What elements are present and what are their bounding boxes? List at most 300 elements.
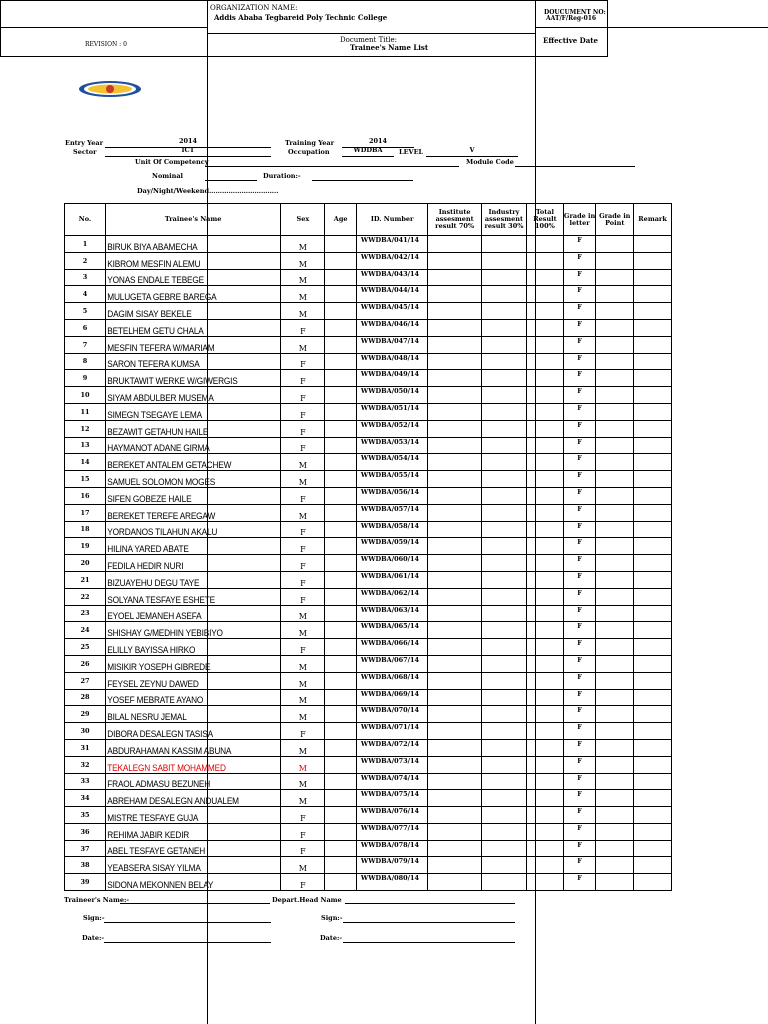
trainee-sex: F [281, 403, 325, 420]
grade-point [596, 387, 634, 404]
trainee-name: ABREHAM DESALEGN ANDUALEM [105, 790, 266, 807]
grade-letter: F [563, 471, 596, 488]
col-grade-letter: Grade in letter [563, 204, 596, 236]
trainee-id: WWDBA/056/14 [356, 487, 427, 504]
institute-result [428, 622, 482, 639]
trainee-name: SHISHAY G/MEDHIN YEBIBIYO [105, 622, 266, 639]
institute-result [428, 605, 482, 622]
table-row [65, 387, 672, 404]
table-row [65, 471, 672, 488]
grade-letter: F [563, 756, 596, 773]
trainee-age [325, 387, 357, 404]
revision: REVISION : 0 [85, 41, 127, 48]
industry-result [481, 840, 526, 857]
grade-point [596, 336, 634, 353]
trainee-name: HILINA YARED ABATE [105, 538, 266, 555]
row-no: 28 [65, 689, 106, 706]
trainee-id: WWDBA/062/14 [356, 588, 427, 605]
occupation-label: Occupation [288, 148, 330, 156]
trainee-age [325, 521, 357, 538]
grade-point [596, 319, 634, 336]
trainee-sex: M [281, 336, 325, 353]
remark [634, 605, 672, 622]
grade-point [596, 471, 634, 488]
document-header [0, 0, 608, 57]
remark [634, 773, 672, 790]
trainee-id: WWDBA/077/14 [356, 823, 427, 840]
trainee-sex: F [281, 588, 325, 605]
trainee-age [325, 370, 357, 387]
institute-result [428, 571, 482, 588]
trainee-name: SOLYANA TESFAYE ESHETE [105, 588, 266, 605]
trainee-sex: M [281, 739, 325, 756]
trainee-name: DAGIM SISAY BEKELE [105, 303, 266, 320]
table-row [65, 403, 672, 420]
occupation-value: WDDBA [353, 146, 383, 154]
remark [634, 370, 672, 387]
trainee-id: WWDBA/074/14 [356, 773, 427, 790]
industry-result [481, 269, 526, 286]
grade-letter: F [563, 588, 596, 605]
industry-result [481, 773, 526, 790]
doc-no-label: DOUCUMENT NO: [544, 9, 606, 16]
grade-letter: F [563, 420, 596, 437]
trainee-age [325, 236, 357, 253]
grade-letter: F [563, 387, 596, 404]
grade-point [596, 538, 634, 555]
table-row [65, 319, 672, 336]
trainee-id: WWDBA/042/14 [356, 252, 427, 269]
date-label-right: Date:- [320, 934, 343, 942]
entry-year-value: 2014 [178, 137, 198, 145]
trainee-sex: M [281, 773, 325, 790]
grade-letter: F [563, 639, 596, 656]
remark [634, 471, 672, 488]
remark [634, 521, 672, 538]
institute-result [428, 756, 482, 773]
trainee-age [325, 437, 357, 454]
row-no: 36 [65, 823, 106, 840]
sector-label: Sector [73, 148, 97, 156]
grade-letter: F [563, 252, 596, 269]
table-row [65, 420, 672, 437]
trainee-sex: M [281, 622, 325, 639]
trainee-id: WWDBA/055/14 [356, 471, 427, 488]
remark [634, 672, 672, 689]
remark [634, 571, 672, 588]
org-label: ORGANIZATION NAME: [210, 4, 298, 12]
industry-result [481, 387, 526, 404]
grade-letter: F [563, 840, 596, 857]
trainee-name: YONAS ENDALE TEBEGE [105, 269, 266, 286]
trainee-sex: F [281, 420, 325, 437]
trainee-age [325, 706, 357, 723]
remark [634, 252, 672, 269]
industry-result [481, 555, 526, 572]
remark [634, 790, 672, 807]
remark [634, 269, 672, 286]
trainee-name: SAMUEL SOLOMON MOGES [105, 471, 266, 488]
institute-result [428, 454, 482, 471]
table-row [65, 672, 672, 689]
grade-point [596, 286, 634, 303]
trainee-age [325, 756, 357, 773]
total-result [527, 790, 564, 807]
trainee-name: EYOEL JEMANEH ASEFA [105, 605, 266, 622]
trainee-sex: M [281, 672, 325, 689]
institute-result [428, 739, 482, 756]
total-result [527, 706, 564, 723]
trainee-name: MISTRE TESFAYE GUJA [105, 807, 266, 824]
table-row [65, 353, 672, 370]
trainee-sex: M [281, 454, 325, 471]
row-no: 21 [65, 571, 106, 588]
trainee-age [325, 622, 357, 639]
trainee-name: HAYMANOT ADANE GIRMA [105, 437, 266, 454]
industry-result [481, 706, 526, 723]
trainee-name: REHIMA JABIR KEDIR [105, 823, 266, 840]
trainee-id: WWDBA/071/14 [356, 723, 427, 740]
grade-letter: F [563, 672, 596, 689]
trainee-sex: F [281, 555, 325, 572]
trainee-id: WWDBA/069/14 [356, 689, 427, 706]
table-row [65, 823, 672, 840]
total-result [527, 286, 564, 303]
industry-result [481, 739, 526, 756]
remark [634, 756, 672, 773]
trainee-age [325, 807, 357, 824]
trainee-name: ABDURAHAMAN KASSIM ABUNA [105, 739, 266, 756]
trainee-name: FEDILA HEDIR NURI [105, 555, 266, 572]
row-no: 14 [65, 454, 106, 471]
grade-letter: F [563, 773, 596, 790]
remark [634, 286, 672, 303]
col-sex: Sex [281, 204, 325, 236]
total-result [527, 773, 564, 790]
industry-result [481, 252, 526, 269]
trainee-sex: F [281, 521, 325, 538]
row-no: 20 [65, 555, 106, 572]
table-row [65, 706, 672, 723]
trainee-age [325, 874, 357, 891]
remark [634, 387, 672, 404]
grade-letter: F [563, 236, 596, 253]
row-no: 4 [65, 286, 106, 303]
trainee-age [325, 823, 357, 840]
table-row [65, 723, 672, 740]
grade-letter: F [563, 437, 596, 454]
trainee-age [325, 840, 357, 857]
row-no: 38 [65, 857, 106, 874]
grade-point [596, 823, 634, 840]
trainee-id: WWDBA/075/14 [356, 790, 427, 807]
institute-result [428, 790, 482, 807]
total-result [527, 336, 564, 353]
institute-result [428, 269, 482, 286]
total-result [527, 823, 564, 840]
remark [634, 739, 672, 756]
grade-letter: F [563, 555, 596, 572]
sign-label-right: Sign:- [321, 914, 343, 922]
institute-result [428, 689, 482, 706]
grade-letter: F [563, 605, 596, 622]
trainee-age [325, 420, 357, 437]
remark [634, 504, 672, 521]
grade-point [596, 672, 634, 689]
trainee-age [325, 739, 357, 756]
grade-point [596, 655, 634, 672]
total-result [527, 723, 564, 740]
remark [634, 655, 672, 672]
remark [634, 420, 672, 437]
grade-letter: F [563, 874, 596, 891]
institute-result [428, 588, 482, 605]
trainee-age [325, 689, 357, 706]
institute-result [428, 403, 482, 420]
training-year-value: 2014 [368, 137, 388, 145]
industry-result [481, 336, 526, 353]
trainee-sex: M [281, 303, 325, 320]
trainee-name: YEABSERA SISAY YILMA [105, 857, 266, 874]
grade-point [596, 857, 634, 874]
grade-letter: F [563, 403, 596, 420]
trainee-name: BETELHEM GETU CHALA [105, 319, 266, 336]
row-no: 30 [65, 723, 106, 740]
table-row [65, 303, 672, 320]
trainee-name: FEYSEL ZEYNU DAWED [105, 672, 266, 689]
grade-letter: F [563, 336, 596, 353]
table-row [65, 605, 672, 622]
industry-result [481, 303, 526, 320]
trainee-sex: F [281, 538, 325, 555]
grade-letter: F [563, 857, 596, 874]
trainee-age [325, 790, 357, 807]
total-result [527, 622, 564, 639]
total-result [527, 739, 564, 756]
trainee-age [325, 655, 357, 672]
trainee-age [325, 571, 357, 588]
remark [634, 538, 672, 555]
row-no: 12 [65, 420, 106, 437]
trainee-id: WWDBA/057/14 [356, 504, 427, 521]
doc-title: Trainee's Name List [350, 43, 429, 52]
grade-letter: F [563, 487, 596, 504]
trainee-id: WWDBA/065/14 [356, 622, 427, 639]
institute-result [428, 538, 482, 555]
row-no: 1 [65, 236, 106, 253]
industry-result [481, 487, 526, 504]
col-remark: Remark [634, 204, 672, 236]
col-institute: Institute assesment result 70% [428, 204, 482, 236]
grade-letter: F [563, 521, 596, 538]
row-no: 19 [65, 538, 106, 555]
sign-label-left: Sign:- [83, 914, 105, 922]
trainee-id: WWDBA/050/14 [356, 387, 427, 404]
trainee-sex: M [281, 252, 325, 269]
trainee-age [325, 353, 357, 370]
grade-letter: F [563, 739, 596, 756]
trainee-id: WWDBA/063/14 [356, 605, 427, 622]
institute-result [428, 286, 482, 303]
total-result [527, 252, 564, 269]
trainee-id: WWDBA/058/14 [356, 521, 427, 538]
trainee-name: YORDANOS TILAHUN AKALU [105, 521, 266, 538]
trainee-id: WWDBA/045/14 [356, 303, 427, 320]
remark [634, 588, 672, 605]
institute-result [428, 706, 482, 723]
institute-result [428, 487, 482, 504]
institute-result [428, 639, 482, 656]
trainee-id: WWDBA/049/14 [356, 370, 427, 387]
trainee-age [325, 857, 357, 874]
grade-point [596, 605, 634, 622]
total-result [527, 874, 564, 891]
row-no: 37 [65, 840, 106, 857]
grade-point [596, 739, 634, 756]
trainee-sex: M [281, 790, 325, 807]
grade-letter: F [563, 823, 596, 840]
institute-result [428, 353, 482, 370]
trainee-sex: M [281, 269, 325, 286]
row-no: 27 [65, 672, 106, 689]
trainee-sex: M [281, 504, 325, 521]
total-result [527, 454, 564, 471]
col-no: No. [65, 204, 106, 236]
trainee-sex: F [281, 387, 325, 404]
training-year-label: Training Year [285, 139, 335, 147]
trainee-id: WWDBA/073/14 [356, 756, 427, 773]
trainee-sex: M [281, 857, 325, 874]
row-no: 33 [65, 773, 106, 790]
table-row [65, 286, 672, 303]
industry-result [481, 756, 526, 773]
nominal-label: Nominal [152, 172, 184, 180]
total-result [527, 353, 564, 370]
entry-year-label: Entry Year [65, 139, 103, 147]
institute-result [428, 471, 482, 488]
remark [634, 723, 672, 740]
industry-result [481, 370, 526, 387]
institute-result [428, 387, 482, 404]
total-result [527, 303, 564, 320]
table-row [65, 252, 672, 269]
trainee-sex: M [281, 756, 325, 773]
row-no: 22 [65, 588, 106, 605]
remark [634, 236, 672, 253]
industry-result [481, 538, 526, 555]
trainee-sex: F [281, 874, 325, 891]
grade-point [596, 252, 634, 269]
industry-result [481, 823, 526, 840]
row-no: 15 [65, 471, 106, 488]
table-row [65, 874, 672, 891]
date-label-left: Date:- [82, 934, 105, 942]
col-grade-point: Grade in Point [596, 204, 634, 236]
industry-result [481, 622, 526, 639]
grade-letter: F [563, 807, 596, 824]
shift-label: Day/Night/Weekend………………………….. [137, 187, 279, 195]
grade-point [596, 723, 634, 740]
institute-result [428, 303, 482, 320]
industry-result [481, 353, 526, 370]
institute-result [428, 807, 482, 824]
trainee-age [325, 487, 357, 504]
institute-result [428, 555, 482, 572]
grade-letter: F [563, 622, 596, 639]
table-row [65, 756, 672, 773]
row-no: 2 [65, 252, 106, 269]
remark [634, 303, 672, 320]
grade-letter: F [563, 723, 596, 740]
industry-result [481, 403, 526, 420]
row-no: 18 [65, 521, 106, 538]
table-row [65, 571, 672, 588]
industry-result [481, 420, 526, 437]
trainee-age [325, 403, 357, 420]
grade-point [596, 571, 634, 588]
trainee-id: WWDBA/053/14 [356, 437, 427, 454]
remark [634, 823, 672, 840]
total-result [527, 387, 564, 404]
remark [634, 319, 672, 336]
table-row [65, 555, 672, 572]
row-no: 39 [65, 874, 106, 891]
remark [634, 857, 672, 874]
trainee-age [325, 454, 357, 471]
table-row [65, 773, 672, 790]
org-name: Addis Ababa Tegbareid Poly Technic College [214, 13, 388, 22]
trainee-name: FRAOL ADMASU BEZUNEH [105, 773, 266, 790]
table-row [65, 437, 672, 454]
grade-point [596, 403, 634, 420]
trainee-sex: F [281, 723, 325, 740]
institute-result [428, 773, 482, 790]
industry-result [481, 236, 526, 253]
trainee-sex: M [281, 689, 325, 706]
trainee-name: ABEL TESFAYE GETANEH [105, 840, 266, 857]
col-age: Age [325, 204, 357, 236]
trainee-sex: F [281, 639, 325, 656]
trainee-name: SIMEGN TSEGAYE LEMA [105, 403, 266, 420]
trainee-sex: F [281, 319, 325, 336]
grade-point [596, 840, 634, 857]
trainee-sex: F [281, 807, 325, 824]
row-no: 10 [65, 387, 106, 404]
grade-point [596, 689, 634, 706]
trainee-id: WWDBA/072/14 [356, 739, 427, 756]
trainee-name: BEREKET TEREFE AREGAW [105, 504, 266, 521]
trainee-table [64, 203, 672, 891]
table-row [65, 655, 672, 672]
row-no: 25 [65, 639, 106, 656]
industry-result [481, 571, 526, 588]
trainee-age [325, 538, 357, 555]
grade-point [596, 437, 634, 454]
total-result [527, 437, 564, 454]
row-no: 35 [65, 807, 106, 824]
grade-point [596, 622, 634, 639]
row-no: 9 [65, 370, 106, 387]
grade-point [596, 807, 634, 824]
trainee-name: BIZUAYEHU DEGU TAYE [105, 571, 266, 588]
grade-point [596, 353, 634, 370]
trainee-age [325, 773, 357, 790]
industry-result [481, 655, 526, 672]
table-row [65, 336, 672, 353]
table-row [65, 487, 672, 504]
grade-letter: F [563, 269, 596, 286]
total-result [527, 370, 564, 387]
